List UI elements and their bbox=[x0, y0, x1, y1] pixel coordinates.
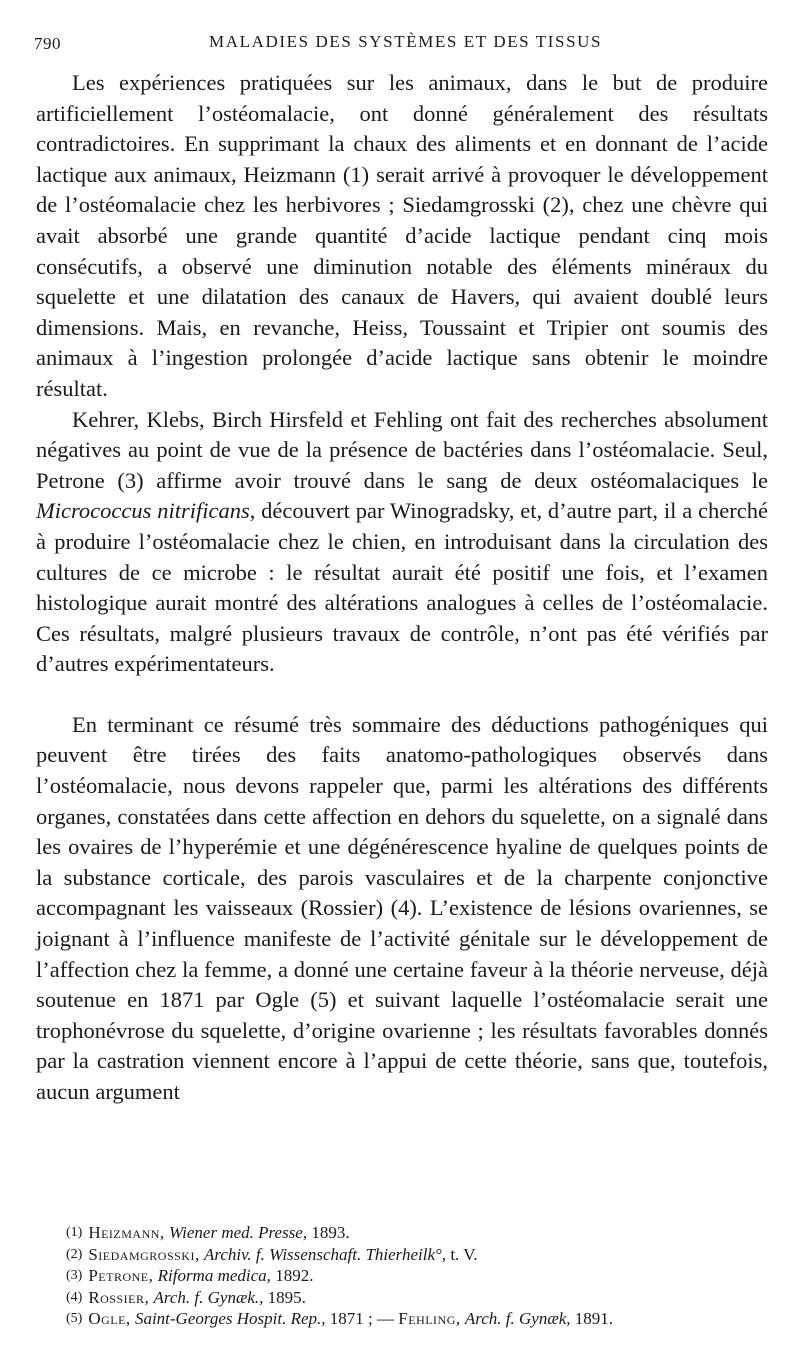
footnote-number: (5) bbox=[66, 1311, 83, 1326]
paragraph-2 bbox=[36, 405, 768, 680]
footnote-1 bbox=[66, 1222, 766, 1244]
footnote-number: (3) bbox=[66, 1268, 83, 1283]
page-header bbox=[34, 26, 764, 56]
footnote-rest-2: 1891. bbox=[570, 1309, 613, 1328]
footnote-title: Wiener med. Presse, bbox=[168, 1223, 308, 1242]
footnotes bbox=[66, 1222, 766, 1330]
footnote-number: (1) bbox=[66, 1225, 83, 1240]
paragraph-2-before: Kehrer, Klebs, Birch Hirsfeld et Fehling ont fait des recherches absolument négatives au point de vue de la présence de bactéries dans l’ostéomalacie. Seul, Petrone (3) affirme avoir trouvé dans le sang de deux ostéomalaciques le bbox=[36, 406, 768, 493]
paragraph-2-after: , découvert par Winogradsky, et, d’autre part, il a cherché à produire l’ostéomalacie chez le chien, en introduisant dans la circulation des cultures de ce microbe : le résultat aurait été positif une fois, et l’examen histologique aurait montré des altérations analogues à celles de l’ostéomalacie. Ces résultats, malgré plusieurs travaux de contrôle, n’ont pas été vérifiés par d’autres expérimentateurs. bbox=[36, 498, 768, 677]
footnote-author: Siedamgrosski, bbox=[88, 1244, 200, 1264]
footnote-author: Heizmann, bbox=[88, 1223, 165, 1242]
footnote-5 bbox=[66, 1308, 766, 1330]
footnote-title: Saint-Georges Hospit. Rep., bbox=[134, 1309, 326, 1328]
paragraph-1: Les expériences pratiquées sur les animaux, dans le but de produire artificiellement l’ostéomalacie, ont donné généralement des résultats contradictoires. En supprimant la chaux des aliments et en donnant de l’acide lactique aux animaux, Heizmann (1) serait arrivé à provoquer le développement de l’ostéomalacie chez les herbivores ; Siedamgrosski (2), chez une chèvre qui avait absorbé une grande quantité d’acide lactique pendant cinq mois consécutifs, a observé une diminution notable des éléments minéraux du squelette et une dilatation des canaux de Havers, qui avaient doublé leurs dimensions. Mais, en revanche, Heiss, Toussaint et Tripier ont soumis des animaux à l’ingestion prolongée d’acide lactique sans obtenir le moindre résultat. bbox=[36, 70, 768, 401]
footnote-title: Arch. f. Gynæk., bbox=[153, 1287, 264, 1307]
footnote-author: Ogle, bbox=[88, 1309, 131, 1328]
footnote-3 bbox=[66, 1265, 766, 1287]
footnote-title: Riforma medica, bbox=[157, 1266, 271, 1285]
footnote-title: Archiv. f. Wissenschaft. Thierheilk°, bbox=[203, 1244, 447, 1264]
species-name: Micrococcus nitrificans bbox=[36, 498, 250, 524]
footnote-title-2: Arch. f. Gynæk, bbox=[464, 1309, 571, 1328]
footnote-author-2: Fehling, bbox=[398, 1309, 461, 1328]
paragraph-3: En terminant ce résumé très sommaire des déductions pathogéniques qui peuvent être tirées des faits anatomo-pathologiques observés dans l’ostéomalacie, nous devons rappeler que, parmi les altérations des différents organes, constatées dans cette affection en dehors du squelette, on a signalé dans les ovaires de l’hyperémie et une dégénérescence hyaline de quelques points de la substance corticale, des parois vasculaires et de la charpente conjonctive accompagnant les vaisseaux (Rossier) (4). L’existence de lésions ovariennes, se joignant à l’influence manifeste de l’activité génitale sur le développement de l’affection chez la femme, a donné une certaine faveur à la théorie nerveuse, déjà soutenue en 1871 par Ogle (5) et suivant laquelle l’ostéomalacie serait une trophonévrose du squelette, d’origine ovarienne ; les résultats favorables donnés par la castration viennent encore à l’appui de cette théorie, sans que, toutefois, aucun argument bbox=[36, 711, 768, 1104]
footnote-rest: 1871 ; — bbox=[325, 1309, 399, 1328]
footnote-2 bbox=[66, 1244, 766, 1266]
footnote-author: Petrone, bbox=[88, 1266, 154, 1285]
footnote-rest: 1892. bbox=[270, 1266, 314, 1285]
footnote-author: Rossier, bbox=[88, 1287, 150, 1307]
footnote-rest: 1893. bbox=[307, 1223, 350, 1242]
page-number: 790 bbox=[34, 34, 61, 53]
footnote-rest: t. V. bbox=[446, 1244, 478, 1264]
running-title: MALADIES DES SYSTÈMES ET DES TISSUS bbox=[209, 32, 603, 51]
footnote-rest: 1895. bbox=[263, 1287, 306, 1307]
footnote-4 bbox=[66, 1287, 766, 1309]
body-text bbox=[36, 68, 768, 1108]
footnote-number: (2) bbox=[66, 1246, 83, 1262]
footnote-number: (4) bbox=[66, 1289, 83, 1305]
